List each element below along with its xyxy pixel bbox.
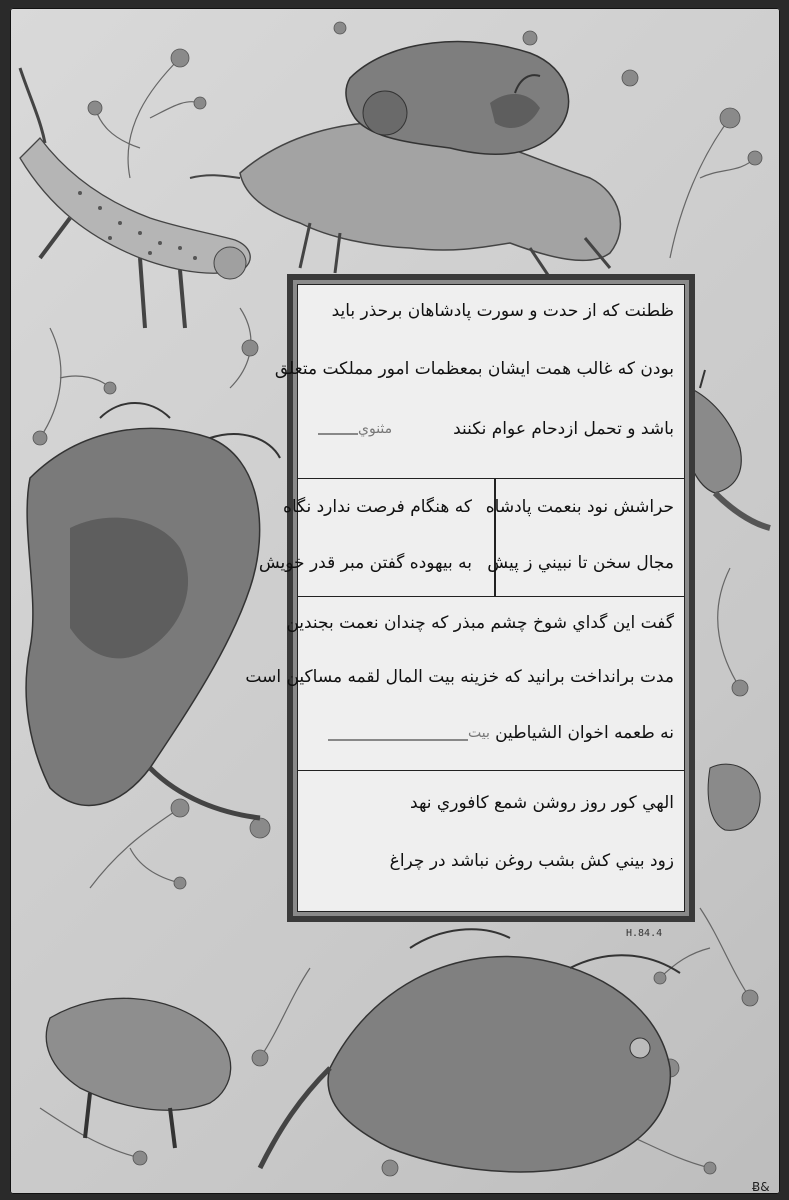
- verse-hemistich: ﻣﺠﺎﻝ ﺳﺨﻦ ﺗﺎ ﻧﺒﻴﻨﻲ ﺯ ﭘﻴﺶ: [487, 553, 674, 573]
- manuscript-folio: [10, 8, 780, 1194]
- lion-and-bull-illustration: [190, 42, 620, 278]
- text-line: ﻧﻪ ﻃﻌﻤﻪ ﺍﺧﻮﺍﻥ ﺍﻟﺸﻴﺎﻃﻴﻦ: [495, 723, 674, 743]
- text-line: ﻇﻄﻨﺖ ﮐﻪ ﺍﺯ ﺣﺪﺕ ﻭ ﺳﻮﺭﺕ ﭘﺎﺩﺷﺎﻫﺎﻥ ﺑﺮﺣﺬﺭ ﺑﺎﻳﺪ: [331, 301, 674, 321]
- prose-block-1: [274, 285, 684, 479]
- prose-block-2: [245, 597, 684, 771]
- text-line: ﺯﻭﺩ ﺑﻴﻨﻲ ﮐﺶ ﺑﺸﺐ ﺭﻭﻏﻦ ﻧﺒﺎﺷﺪ ﺩﺭ ﭼﺮﺍﻍ: [389, 851, 674, 871]
- verse-hemistich: ﺣﺮﺍﺷﺶ ﻧﻮﺩ ﺑﻨﻌﻤﺖ ﭘﺎﺩﺷﺎﻩ: [485, 497, 674, 517]
- verse-hemistich: ﺑﻪ ﺑﻴﻬﻮﺩﻩ ﮔﻔﺘﻦ ﻣﺒﺮ ﻗﺪﺭ ﺧﻮﻳﺶ: [258, 553, 472, 573]
- panel-border: [245, 280, 689, 916]
- section-heading-bayt: ﺑﻴﺖ: [468, 725, 490, 741]
- verse-hemistich: ﮐﻪ ﻫﻨﮕﺎﻡ ﻓﺮﺻﺖ ﻧﺪﺍﺭﺩ ﻧﮕﺎﻩ: [282, 497, 472, 517]
- text-line: ﺑﺎﺷﺪ ﻭ ﺗﺤﻤﻞ ﺍﺯﺩﺣﺎﻡ ﻋﻮﺍﻡ ﻧﮑﻨﻨﺪ: [453, 419, 674, 439]
- heading-rule: [328, 739, 468, 741]
- text-line: ﮔﻔﺖ ﺍﻳﻦ ﮔﺪﺍﻱ ﺷﻮﺥ ﭼﺸﻢ ﻣﺒﺬﺭ ﮐﻪ ﭼﻨﺪﺍﻥ ﻧﻌﻤﺖ ﺑﺠﻨﺪﻳﻦ: [286, 613, 674, 633]
- heading-rule: [318, 433, 358, 435]
- calligraphy-panel: [245, 274, 695, 922]
- bottom-dragon-illustration: [260, 929, 680, 1172]
- text-area: [245, 284, 685, 912]
- verse-couplets: [258, 479, 684, 597]
- corner-mark: Ƀ&: [752, 1180, 770, 1194]
- text-line: ﺑﻮﺩﻥ ﮐﻪ ﻏﺎﻟﺐ ﻫﻤﺖ ﺍﻳﺸﺎﻥ ﺑﻤﻌﻈﻤﺎﺕ ﺍﻣﻮﺭ ﻣﻤﻠﮑﺖ ﻣﺘﻌﻠﻖ: [274, 359, 674, 379]
- verse-block-3: [298, 771, 684, 909]
- section-heading-masnavi: ﻣﺜﻨﻮﻱ: [358, 421, 393, 437]
- small-animal-illustration: [708, 764, 760, 830]
- text-line: ﻣﺪﺕ ﺑﺮﺍﻧﺪﺍﺧﺖ ﺑﺮﺍﻧﻴﺪ ﮐﻪ ﺧﺰﻳﻨﻪ ﺑﻴﺖ ﺍﻟﻤﺎﻝ ﻟﻘﻤﻪ ﻣﺴﺎﮐﻴﻦ ﺍﺳﺖ: [245, 667, 674, 687]
- accession-number: H.84.4: [626, 928, 663, 939]
- leopard-illustration: [20, 68, 250, 328]
- text-line: ﺍﻟﻬﻲ ﮐﻮﺭ ﺭﻭﺯ ﺭﻭﺷﻦ ﺷﻤﻊ ﮐﺎﻓﻮﺭﻱ ﻧﻬﺪ: [410, 793, 674, 813]
- dragon-combat-illustration: [26, 403, 280, 818]
- bottom-left-beast-illustration: [46, 998, 230, 1148]
